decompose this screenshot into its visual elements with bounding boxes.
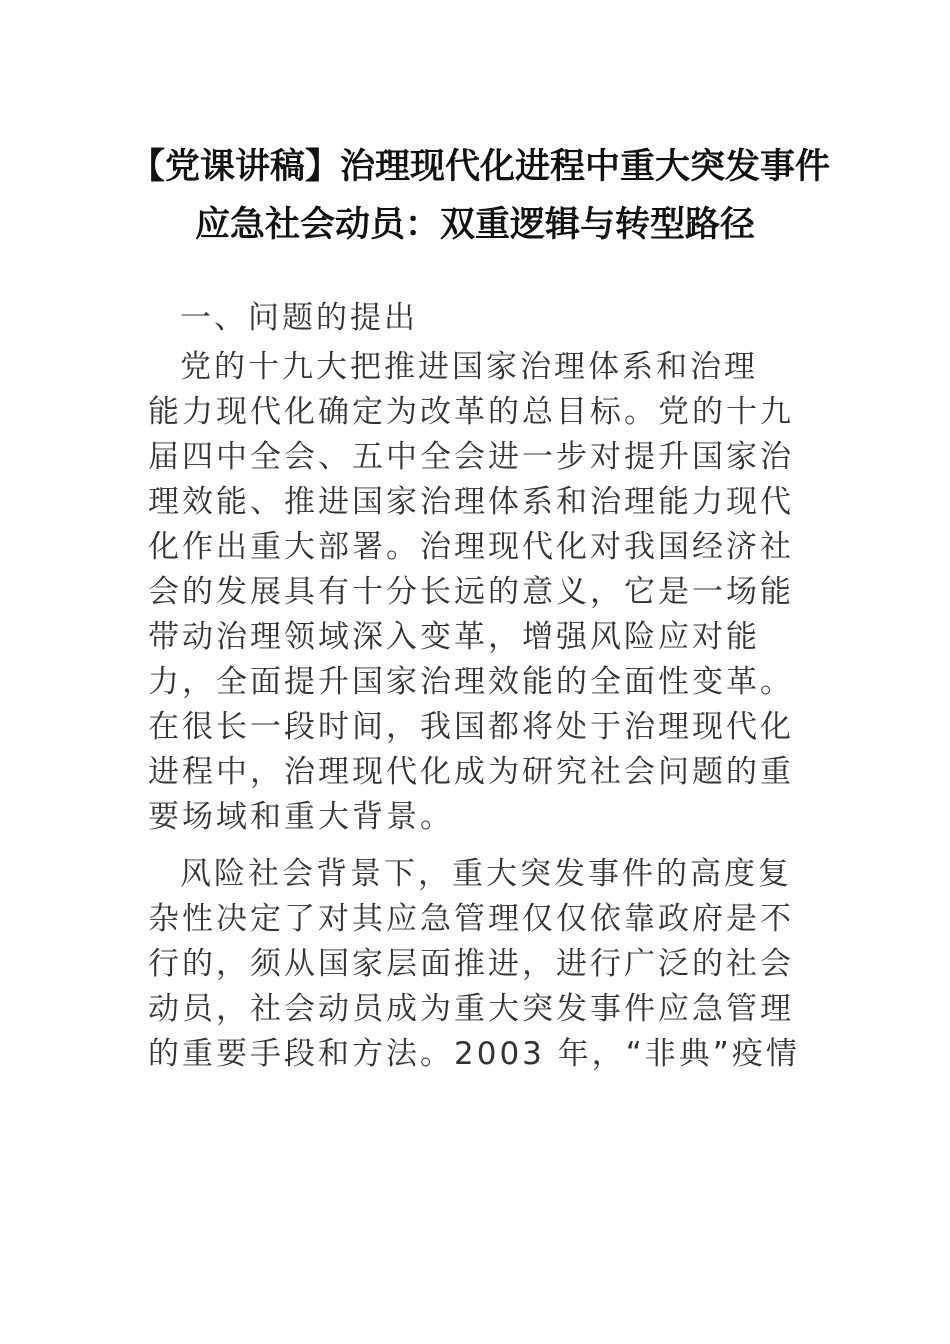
paragraph-line: 会的发展具有十分长远的意义，它是一场能: [148, 574, 794, 610]
paragraph-2: [148, 852, 810, 1077]
paragraph-line: 力，全面提升国家治理效能的全面性变革。: [148, 664, 794, 700]
paragraph-line: 党的十九大把推进国家治理体系和治理: [180, 349, 758, 385]
paragraph-line: 能力现代化确定为改革的总目标。党的十九: [148, 394, 794, 430]
paragraph-line: 在很长一段时间，我国都将处于治理现代化: [148, 709, 794, 745]
paragraph-line: 进程中，治理现代化成为研究社会问题的重: [148, 754, 794, 790]
section-heading: 一、问题的提出: [180, 300, 418, 336]
paragraph-line: 动员，社会动员成为重大突发事件应急管理: [148, 991, 794, 1027]
paragraph-1: [148, 345, 810, 840]
paragraph-line: 届四中全会、五中全会进一步对提升国家治: [148, 439, 794, 475]
document-body: [148, 296, 810, 1077]
paragraph-line: 风险社会背景下，重大突发事件的高度复: [180, 856, 792, 892]
paragraph-line: 化作出重大部署。治理现代化对我国经济社: [148, 529, 794, 565]
title-line-2: 应急社会动员：双重逻辑与转型路径: [194, 205, 755, 245]
paragraph-line: 行的，须从国家层面推进，进行广泛的社会: [148, 946, 794, 982]
paragraph-line: 杂性决定了对其应急管理仅仅依靠政府是不: [148, 901, 794, 937]
paragraph-line: 带动治理领域深入变革，增强风险应对能: [148, 619, 760, 655]
paragraph-line: 的重要手段和方法。2003 年，“非典”疫情: [148, 1036, 800, 1072]
document-title: [130, 138, 831, 254]
paragraph-line: 要场域和重大背景。: [148, 799, 454, 835]
paragraph-line: 理效能、推进国家治理体系和治理能力现代: [148, 484, 794, 520]
title-line-1: 【党课讲稿】治理现代化进程中重大突发事件: [130, 147, 831, 187]
